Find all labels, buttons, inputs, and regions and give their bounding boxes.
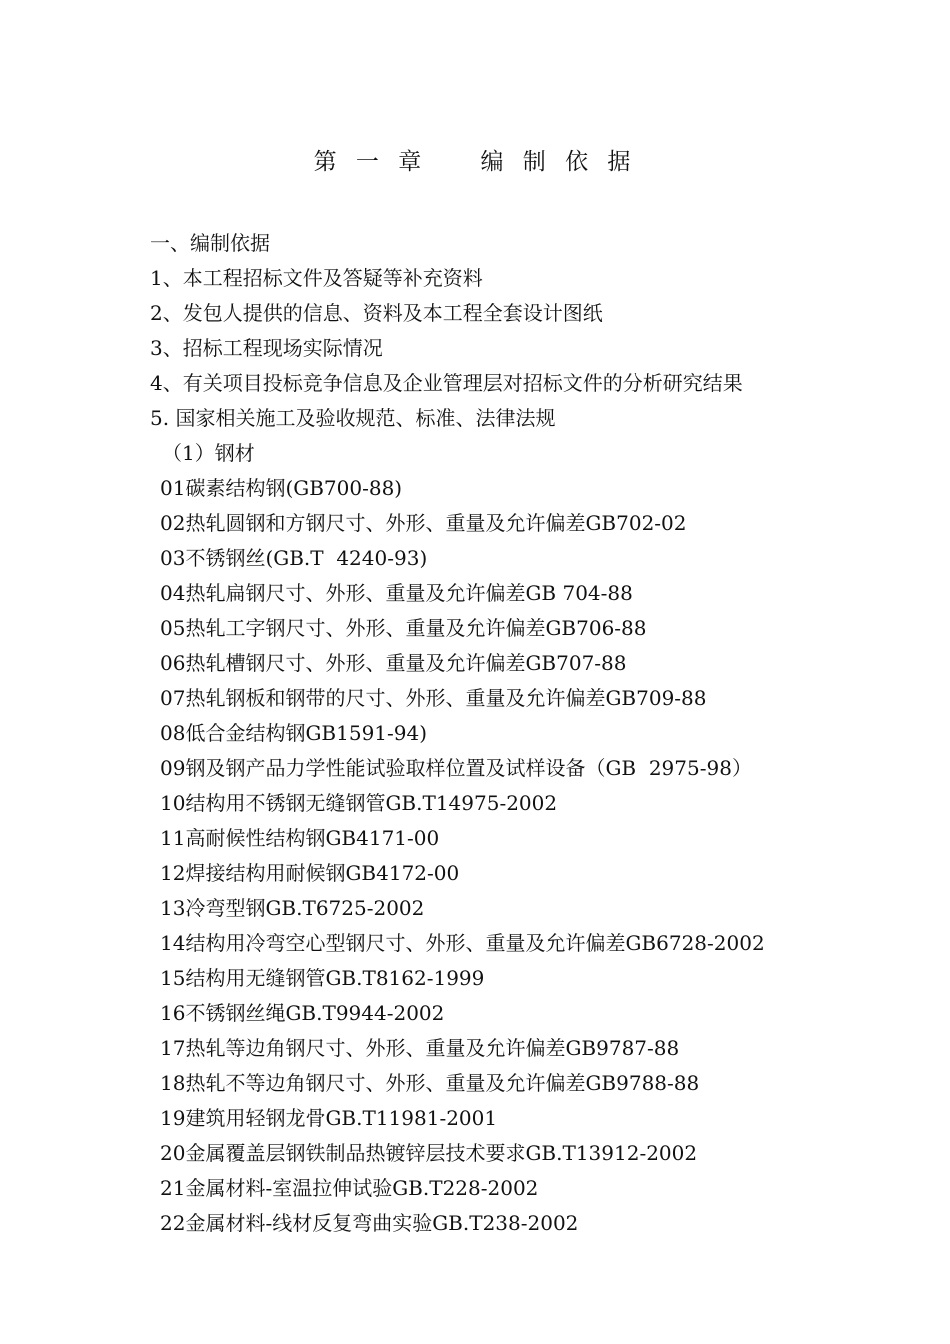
standard-item: 15结构用无缝钢管GB.T8162-1999 [160,966,485,990]
standard-item: 03不锈钢丝(GB.T 4240-93) [160,546,428,570]
standard-item: 16不锈钢丝绳GB.T9944-2002 [160,1001,445,1025]
standard-item: 05热轧工字钢尺寸、外形、重量及允许偏差GB706-88 [160,616,647,640]
compilation-basis-section [150,228,765,1243]
standard-item: 02热轧圆钢和方钢尺寸、外形、重量及允许偏差GB702-02 [160,511,687,535]
standard-item: 18热轧不等边角钢尺寸、外形、重量及允许偏差GB9788-88 [160,1071,700,1095]
standard-item: 06热轧槽钢尺寸、外形、重量及允许偏差GB707-88 [160,651,627,675]
standard-item: 20金属覆盖层钢铁制品热镀锌层技术要求GB.T13912-2002 [160,1141,698,1165]
standard-item: 08低合金结构钢GB1591-94) [160,721,428,745]
standard-item: 12焊接结构用耐候钢GB4172-00 [160,861,460,885]
section-heading: 一、编制依据 [150,231,270,255]
chapter-title: 第 一 章 编 制 依 据 [313,149,637,175]
basis-item: 3、招标工程现场实际情况 [150,336,383,360]
steel-standards-list [150,473,765,1243]
standard-item: 04热轧扁钢尺寸、外形、重量及允许偏差GB 704-88 [160,581,633,605]
standard-item: 13冷弯型钢GB.T6725-2002 [160,896,425,920]
standard-item: 21金属材料-室温拉伸试验GB.T228-2002 [160,1176,539,1200]
standard-item: 07热轧钢板和钢带的尺寸、外形、重量及允许偏差GB709-88 [160,686,707,710]
standard-item: 22金属材料-线材反复弯曲实验GB.T238-2002 [160,1211,579,1235]
standard-item: 14结构用冷弯空心型钢尺寸、外形、重量及允许偏差GB6728-2002 [160,931,765,955]
basis-item: 1、本工程招标文件及答疑等补充资料 [150,266,483,290]
basis-item: 2、发包人提供的信息、资料及本工程全套设计图纸 [150,301,603,325]
standard-item: 11高耐候性结构钢GB4171-00 [160,826,440,850]
subsection-heading: （1）钢材 [162,441,255,465]
basis-item: 4、有关项目投标竞争信息及企业管理层对招标文件的分析研究结果 [150,371,743,395]
basis-list [150,263,765,438]
standard-item: 10结构用不锈钢无缝钢管GB.T14975-2002 [160,791,558,815]
standard-item: 17热轧等边角钢尺寸、外形、重量及允许偏差GB9787-88 [160,1036,680,1060]
standard-item: 01碳素结构钢(GB700-88) [160,476,403,500]
standard-item: 19建筑用轻钢龙骨GB.T11981-2001 [160,1106,498,1130]
standard-item: 09钢及钢产品力学性能试验取样位置及试样设备（GB 2975-98） [160,756,752,780]
basis-item: 5. 国家相关施工及验收规范、标准、法律法规 [150,406,556,430]
